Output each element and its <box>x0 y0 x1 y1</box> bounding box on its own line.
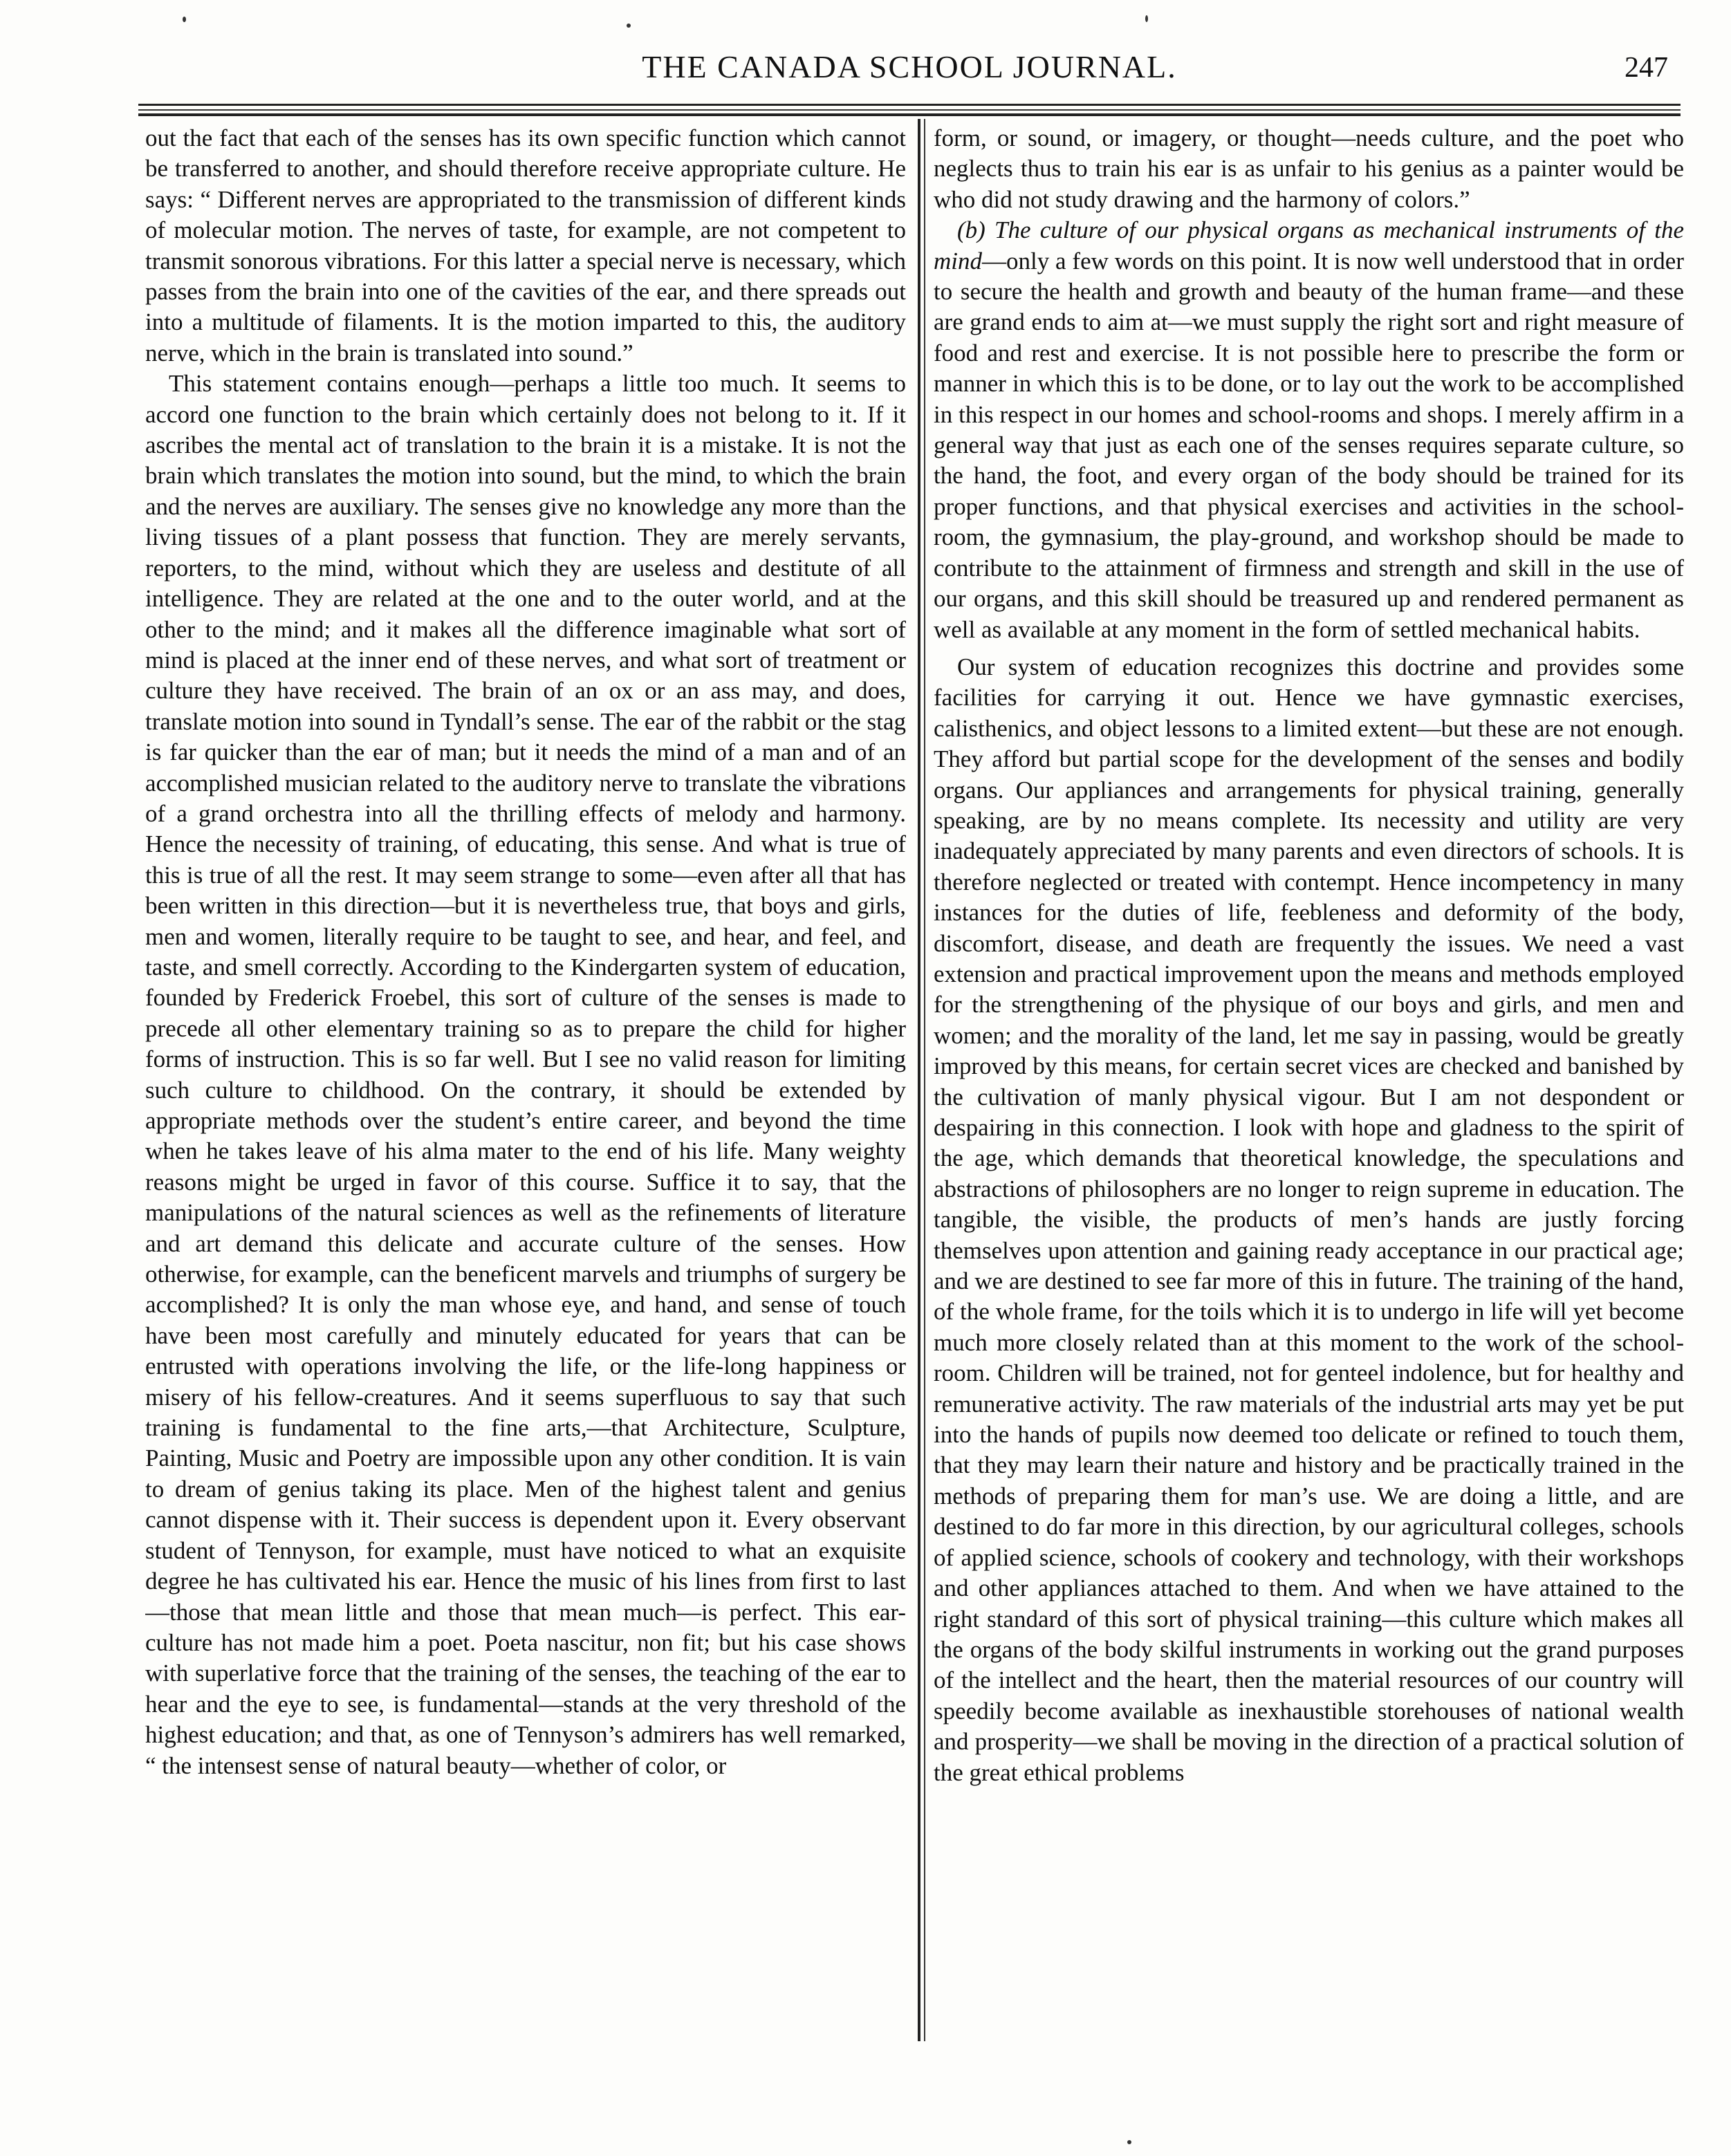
journal-title: THE CANADA SCHOOL JOURNAL. <box>642 49 1177 84</box>
print-speck <box>627 24 631 28</box>
print-speck <box>183 17 186 22</box>
right-column <box>934 123 1684 2045</box>
column-divider-thin <box>924 119 925 2041</box>
header-rule <box>138 104 1681 106</box>
print-speck <box>1145 15 1148 22</box>
column-divider <box>918 119 920 2041</box>
right-paragraph-3: Our system of education recognizes this doctrine and provides some facilities for carrying it out. Hence we have gymnastic exercises, calisthenics, and object lessons to a limited extent—but these are not enough. They afford but partial scope for the development of the senses and bodily organs. Our appliances and arrangements for physical training, generally speaking, are by no means complete. Its necessity and utility are very inadequately appreciated by many parents and even directors of schools. It is therefore neglected or treated with contempt. Hence incompetency in many instances for the duties of life, feebleness and deformity of the body, discomfort, disease, and death are frequently the issues. We need a vast extension and practical improvement upon the means and methods employed for the strengthening of the physique of our boys and girls, and men and women; and the morality of the land, let me say in passing, would be greatly improved by this means, for certain secret vices are checked and banished by the cultivation of manly physical vigour. But I am not despondent or despairing in this connection. I look with hope and gladness to the spirit of the age, which demands that theoretical knowledge, the speculations and abstractions of philosophers are no longer to reign supreme in education. The tangible, the visible, the products of men’s hands are justly forcing themselves upon attention and gaining ready acceptance in our practical age; and we are destined to see far more of this in future. The training of the hand, of the whole frame, for the toils which it is to undergo in life will yet become much more closely related than at this moment to the work of the school-room. Children will be trained, not for genteel indolence, but for healthy and remunerative activity. The raw materials of the industrial arts may yet be put into the hands of pupils now deemed too delicate or refined to touch them, that they may learn their nature and history and be practically trained in the methods of preparing them for man’s use. We are doing a little, and are destined to do far more in this direction, by our agricultural colleges, schools of applied science, schools of cookery and technology, with their workshops and other appliances attached to them. And when we have attained to the right standard of this sort of physical training—this culture which makes all the organs of the body skilful instruments in working out the grand purposes of the intellect and the heart, then the material resources of our country will speedily become available as inexhaustible storehouses of national wealth and prosperity—we shall be moving in the direction of a practical solution of the great ethical problems <box>934 653 1684 1786</box>
print-speck <box>1127 2140 1131 2144</box>
header-rule-thick <box>138 113 1681 116</box>
section-b-body: —only a few words on this point. It is now well understood that in order to secure the health and growth and beauty of the human frame—and these are grand ends to aim at—we must supply the right sort and right measure of food and rest and exercise. It is not possible here to prescribe the form or manner in which this is to be done, or to lay out the work to be accomplished in this respect in our homes and school-rooms and shops. I merely affirm in a general way that just as each one of the senses requires separate culture, so the hand, the foot, and every organ of the body should be trained for its proper functions, and that physical exercises and activities in the school-room, the gymnasium, the play-ground, and workshop should be made to contribute to the attainment of firmness and strength and skill in the use of our organs, and this skill should be treasured up and rendered permanent as well as available at any moment in the form of settled mechanical habits. <box>934 247 1684 643</box>
page-header <box>138 48 1681 97</box>
left-paragraph-2: This statement contains enough—perhaps a little too much. It seems to accord one function to the brain which certainly does not belong to it. If it ascribes the mental act of translation to the brain it is a mistake. It is not the brain which translates the motion into sound, but the mind, to which the brain and the nerves are auxiliary. The senses give no knowledge any more than the living tissues of a plant possess that function. They are merely servants, reporters, to the mind, without which they are useless and destitute of all intelligence. They are related at the one and to the outer world, and at the other to the mind; and it makes all the difference imaginable what sort of mind is placed at the inner end of these nerves, and what sort of treatment or culture they have received. The brain of an ox or an ass may, and does, translate motion into sound in Tyndall’s sense. The ear of the rabbit or the stag is far quicker than the ear of man; but it needs the mind of a man and of an accomplished musician related to the auditory nerve to translate the vibrations of a grand orchestra into all the thrilling effects of melody and harmony. Hence the necessity of training, of educating, this sense. And what is true of this is true of all the rest. It may seem strange to some—even after all that has been written in this direction—but it is nevertheless true, that boys and girls, men and women, literally require to be taught to see, and hear, and feel, and taste, and smell correctly. According to the Kindergarten system of education, founded by Frederick Froebel, this sort of culture of the senses is made to precede all other elementary training so as to prepare the child for higher forms of instruction. This is so far well. But I see no valid reason for limiting such culture to childhood. On the contrary, it should be extended by appropriate methods over the student’s entire career, and beyond the time when he takes leave of his alma mater to the end of his life. Many weighty reasons might be urged in favor of this course. Suffice it to say, that the manipulations of the natural sciences as well as the refinements of literature and art demand this delicate and accurate culture of the senses. How otherwise, for example, can the beneficent marvels and triumphs of surgery be accomplished? It is only the man whose eye, and hand, and sense of touch have been most carefully and minutely educated for years that can be entrusted with operations involving the life, or the life-long happiness or misery of his fellow-creatures. And it seems superfluous to say that such training is fundamental to the fine arts,—that Architecture, Sculpture, Painting, Music and Poetry are impossible upon any other condition. It is vain to dream of genius taking its place. Men of the highest talent and genius cannot dispense with it. Their success is dependent upon it. Every observant student of Tennyson, for example, must have noticed to what an exquisite degree he has cultivated his ear. Hence the music of his lines from first to last—those that mean little and those that mean much—is perfect. This ear-culture has not made him a poet. Poeta nascitur, non fit; but his case shows with superlative force that the training of the senses, the teaching of the ear to hear and the eye to see, is fundamental—stands at the very threshold of the highest education; and that, as one of Tennyson’s admirers has well remarked, “ the intensest sense of natural beauty—whether of color, or <box>145 370 906 1779</box>
page-number: 247 <box>1624 52 1668 84</box>
left-paragraph-1: out the fact that each of the senses has its own specific function which cannot be transferred to another, and should therefore receive appropriate culture. He says: “ Different nerves are appropriated to the transmission of different kinds of molecular motion. The nerves of taste, for example, are not competent to transmit sonorous vibrations. For this latter a special nerve is necessary, which passes from the brain into one of the cavities of the ear, and there spreads out into a multitude of filaments. It is the motion imparted to this, the auditory nerve, which in the brain is translated into sound.” <box>145 124 906 366</box>
left-column <box>145 123 906 2045</box>
right-paragraph-1: form, or sound, or imagery, or thought—needs culture, and the poet who neglects thus to train his ear is as unfair to his genius as a painter would be who did not study drawing and the harmony of colors.” <box>934 124 1684 213</box>
right-paragraph-2 <box>934 215 1684 645</box>
section-b-heading: (b) The culture of our physical organs as mechanical instruments of the mind <box>934 216 1684 275</box>
header-rule-thin <box>138 109 1681 111</box>
